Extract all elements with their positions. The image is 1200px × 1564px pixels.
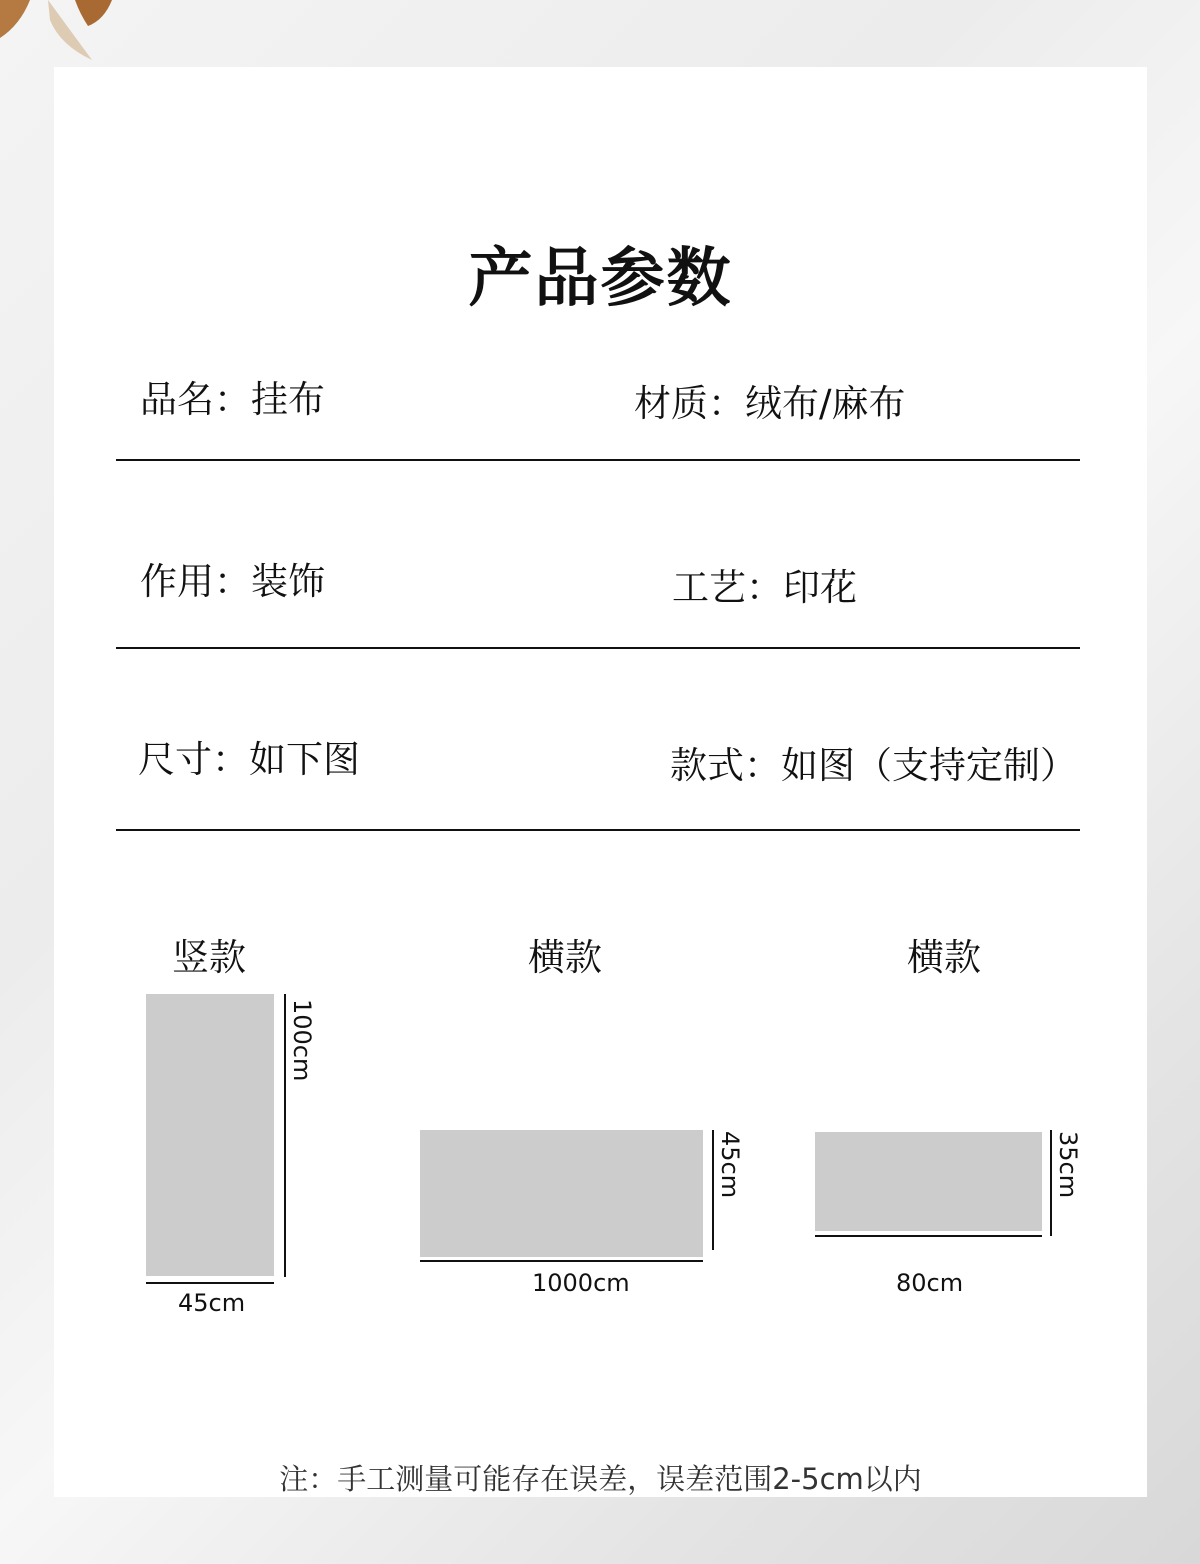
param-label: 工艺： bbox=[672, 566, 783, 609]
height-line bbox=[284, 994, 286, 1277]
divider bbox=[116, 459, 1080, 461]
width-line bbox=[146, 1282, 274, 1284]
param-label: 作用： bbox=[140, 560, 251, 603]
param-label: 材质： bbox=[634, 382, 745, 425]
param-usage bbox=[140, 551, 325, 605]
size-swatch-horizontal-small bbox=[815, 1132, 1042, 1231]
param-craft bbox=[672, 557, 857, 611]
width-label: 80cm bbox=[896, 1269, 964, 1297]
param-label: 品名： bbox=[140, 378, 251, 421]
width-label: 45cm bbox=[178, 1289, 246, 1317]
style-title-horizontal: 横款 bbox=[528, 936, 602, 979]
style-title-vertical: 竖款 bbox=[172, 936, 246, 979]
width-line bbox=[420, 1260, 703, 1262]
page-title: 产品参数 bbox=[468, 242, 733, 316]
param-value: 如图（支持定制） bbox=[781, 744, 1077, 787]
height-label: 35cm bbox=[1054, 1131, 1082, 1199]
product-params-card bbox=[54, 67, 1147, 1497]
param-name bbox=[140, 369, 325, 423]
width-line bbox=[815, 1235, 1042, 1237]
size-swatch-vertical bbox=[146, 994, 274, 1276]
style-title-horizontal-small: 横款 bbox=[907, 936, 981, 979]
width-label: 1000cm bbox=[532, 1269, 630, 1297]
height-line bbox=[1050, 1130, 1052, 1236]
measurement-note: 注：手工测量可能存在误差，误差范围2-5cm以内 bbox=[279, 1462, 922, 1496]
param-value: 如下图 bbox=[249, 738, 360, 781]
height-label: 100cm bbox=[288, 999, 316, 1082]
height-line bbox=[712, 1130, 714, 1250]
param-label: 尺寸： bbox=[138, 738, 249, 781]
param-size bbox=[138, 729, 360, 783]
param-value: 挂布 bbox=[251, 378, 325, 421]
param-value: 印花 bbox=[783, 566, 857, 609]
param-label: 款式： bbox=[670, 744, 781, 787]
divider bbox=[116, 647, 1080, 649]
param-style bbox=[670, 735, 1077, 789]
param-value: 装饰 bbox=[251, 560, 325, 603]
param-value: 绒布/麻布 bbox=[745, 382, 906, 425]
size-swatch-horizontal bbox=[420, 1130, 703, 1257]
divider bbox=[116, 829, 1080, 831]
param-material bbox=[634, 373, 905, 427]
height-label: 45cm bbox=[716, 1131, 744, 1199]
